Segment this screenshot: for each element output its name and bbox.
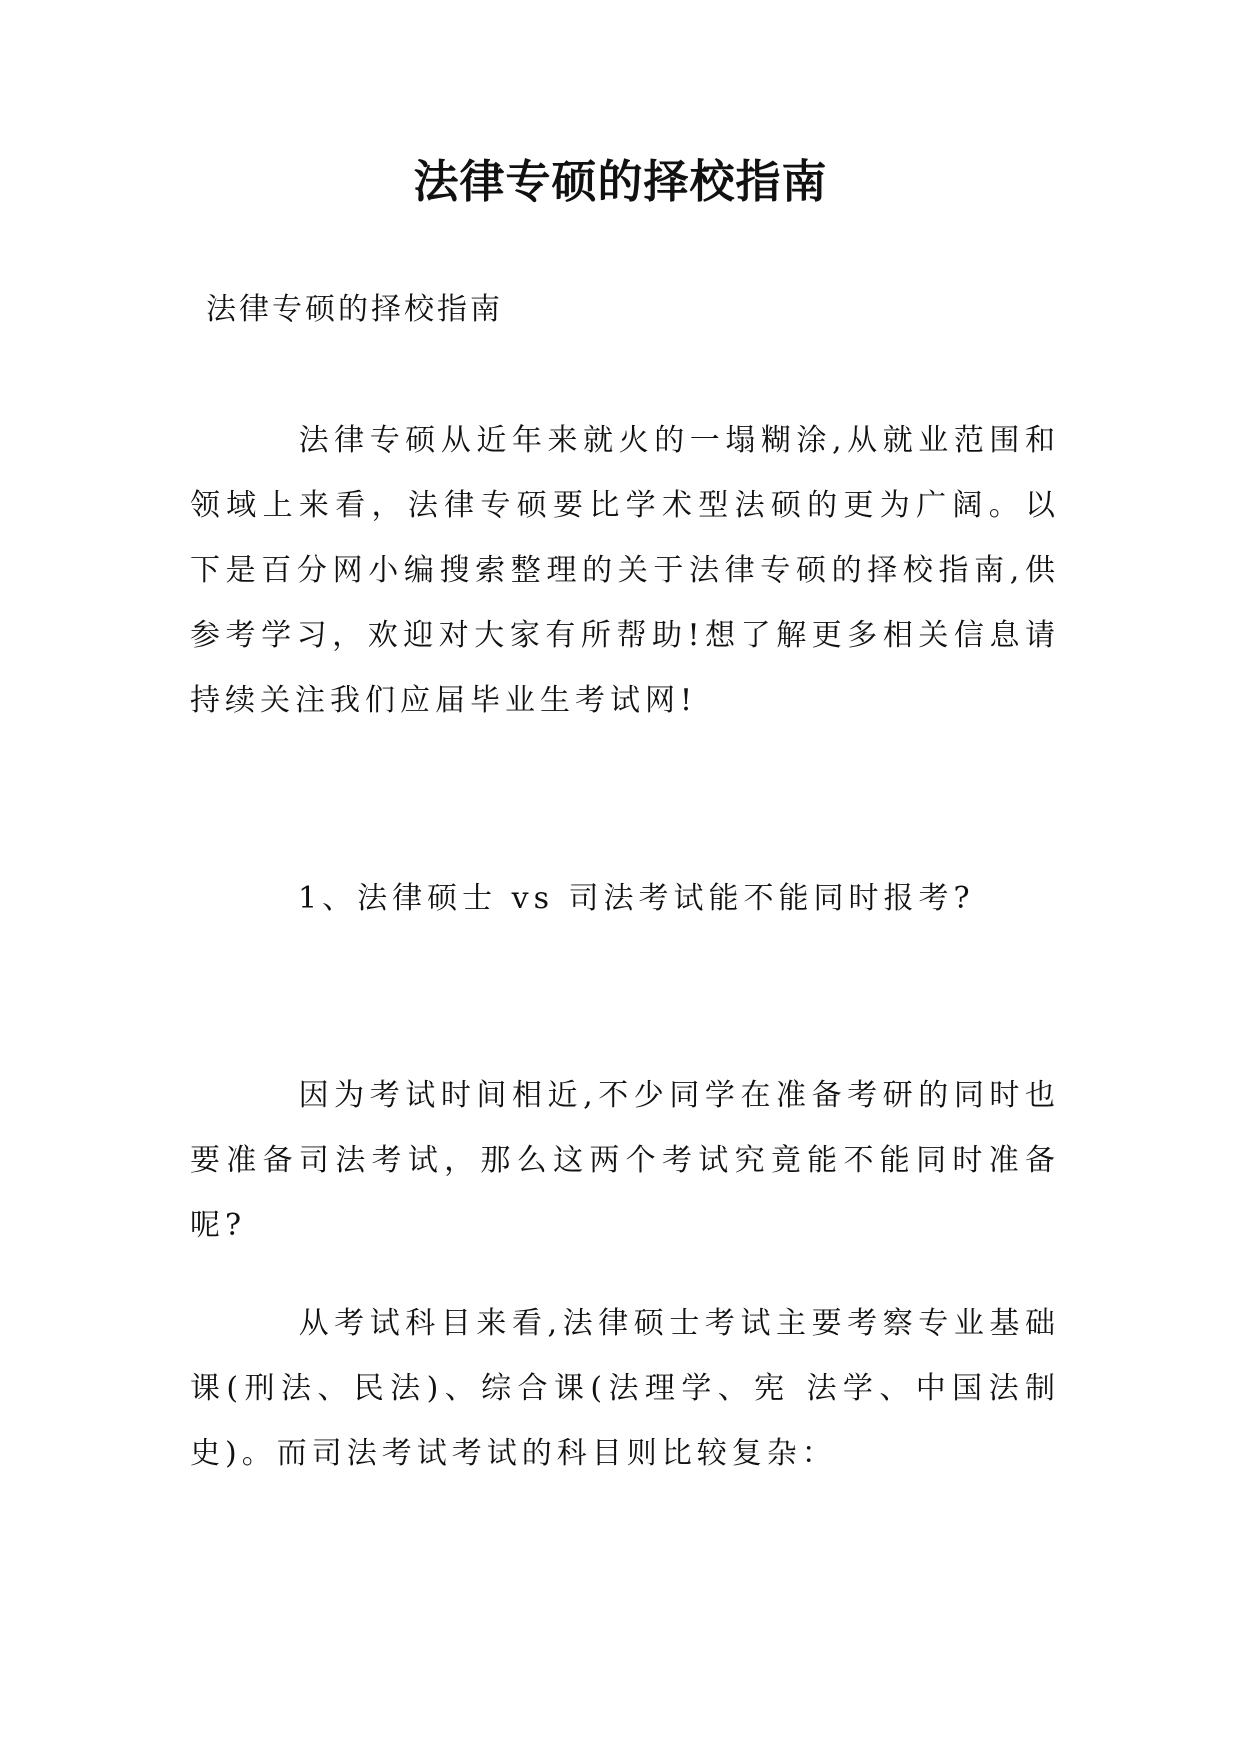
- paragraph-question-1-text: 1、法律硕士 vs 司法考试能不能同时报考?: [298, 881, 975, 916]
- paragraph-intro-text: 法律专硕从近年来就火的一塌糊涂,从就业范围和领域上来看，法律专硕要比学术型法硕的更为广阔。以下是百分网小编搜索整理的关于法律专硕的择校指南,供参考学习，欢迎对大家有所帮助!想了解更多相关信息请持续关注我们应届毕业生考试网!: [190, 423, 1060, 718]
- paragraph-exam-subjects-text: 从考试科目来看,法律硕士考试主要考察专业基础课(刑法、民法)、综合课(法理学、宪 法学、中国法制史)。而司法考试考试的科目则比较复杂：: [190, 1306, 1060, 1471]
- paragraph-intro: [190, 408, 1060, 733]
- paragraph-question-1: [190, 866, 1060, 931]
- document-title: 法律专硕的择校指南: [413, 155, 828, 208]
- paragraph-exam-timing-text: 因为考试时间相近,不少同学在准备考研的同时也要准备司法考试，那么这两个考试究竟能不能同时准备呢?: [190, 1078, 1060, 1243]
- paragraph-exam-subjects: [190, 1291, 1060, 1486]
- document-subtitle: 法律专硕的择校指南: [206, 292, 503, 327]
- paragraph-exam-timing: [190, 1063, 1060, 1258]
